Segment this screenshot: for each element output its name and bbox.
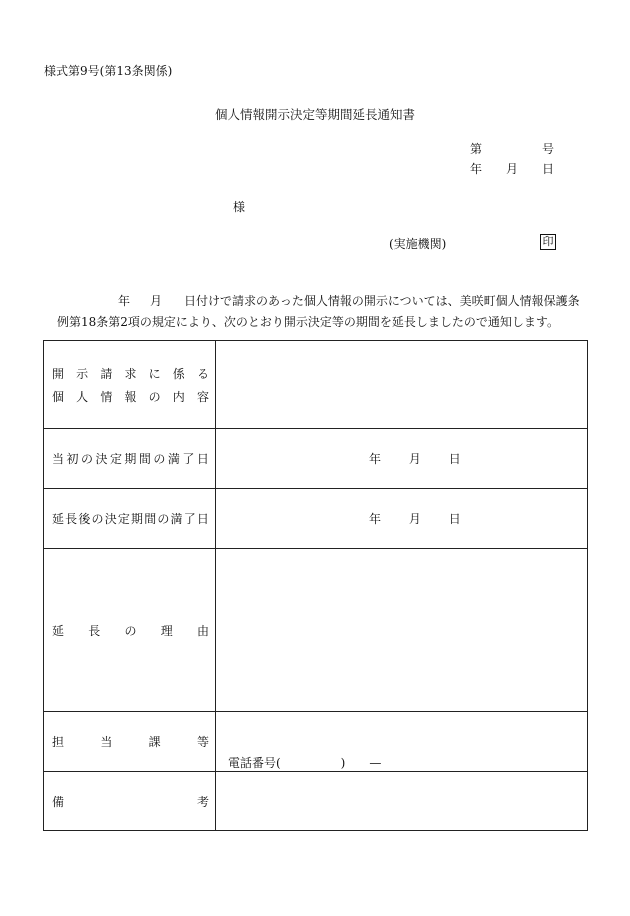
initial-deadline-month: 月 xyxy=(408,452,421,466)
label-reason-text: 延 長 の 理 由 xyxy=(52,623,209,638)
label-reason xyxy=(44,549,216,712)
row-contact xyxy=(44,712,588,772)
label-request-content-line1: 開 示 請 求 に 係 る xyxy=(52,366,209,381)
extended-deadline-year: 年 xyxy=(369,512,382,526)
value-reason[interactable] xyxy=(216,549,588,712)
label-request-content xyxy=(44,341,216,429)
label-initial-deadline-text: 当 初 の 決 定 期 間 の 満 了 日 xyxy=(52,452,209,466)
notice-table xyxy=(43,340,588,831)
body-year: 年 xyxy=(118,294,131,308)
document-title: 個人情報開示決定等期間延長通知書 xyxy=(214,107,415,122)
seal-icon: 印 xyxy=(540,234,556,250)
doc-date-year: 年 xyxy=(470,162,483,176)
label-extended-deadline xyxy=(44,489,216,549)
label-contact-text: 担 当 課 等 xyxy=(52,735,209,749)
value-contact[interactable] xyxy=(216,712,588,772)
doc-date-month: 月 xyxy=(506,162,519,176)
label-remarks-text: 備 考 xyxy=(52,794,209,809)
doc-date-day: 日 xyxy=(542,162,555,176)
row-reason xyxy=(44,549,588,712)
extended-deadline-day: 日 xyxy=(448,512,461,526)
body-text-line1: 日付けで請求のあった個人情報の開示については、美咲町個人情報保護条 xyxy=(184,294,580,308)
row-extended-deadline xyxy=(44,489,588,549)
value-initial-deadline[interactable] xyxy=(216,429,588,489)
value-extended-deadline[interactable] xyxy=(216,489,588,549)
label-contact xyxy=(44,712,216,772)
doc-number-dai: 第 xyxy=(470,142,483,156)
implementing-agency: (実施機関) xyxy=(389,237,447,251)
phone-number-label: 電話番号( ) — xyxy=(228,756,382,770)
body-month: 月 xyxy=(150,294,163,308)
row-initial-deadline xyxy=(44,429,588,489)
initial-deadline-day: 日 xyxy=(448,452,461,466)
form-number: 様式第9号(第13条関係) xyxy=(44,64,173,78)
row-request-content xyxy=(44,341,588,429)
value-request-content[interactable] xyxy=(216,341,588,429)
addressee-honorific: 様 xyxy=(233,200,246,214)
label-remarks xyxy=(44,772,216,831)
extended-deadline-month: 月 xyxy=(408,512,421,526)
value-remarks[interactable] xyxy=(216,772,588,831)
label-extended-deadline-text: 延 長 後 の 決 定 期 間 の 満 了 日 xyxy=(52,512,209,526)
body-text-line2: 例第18条第2項の規定により、次のとおり開示決定等の期間を延長しましたので通知します。 xyxy=(57,315,559,329)
label-initial-deadline xyxy=(44,429,216,489)
initial-deadline-year: 年 xyxy=(369,452,382,466)
doc-number-go: 号 xyxy=(542,142,555,156)
label-request-content-line2: 個 人 情 報 の 内 容 xyxy=(52,389,209,404)
row-remarks xyxy=(44,772,588,831)
